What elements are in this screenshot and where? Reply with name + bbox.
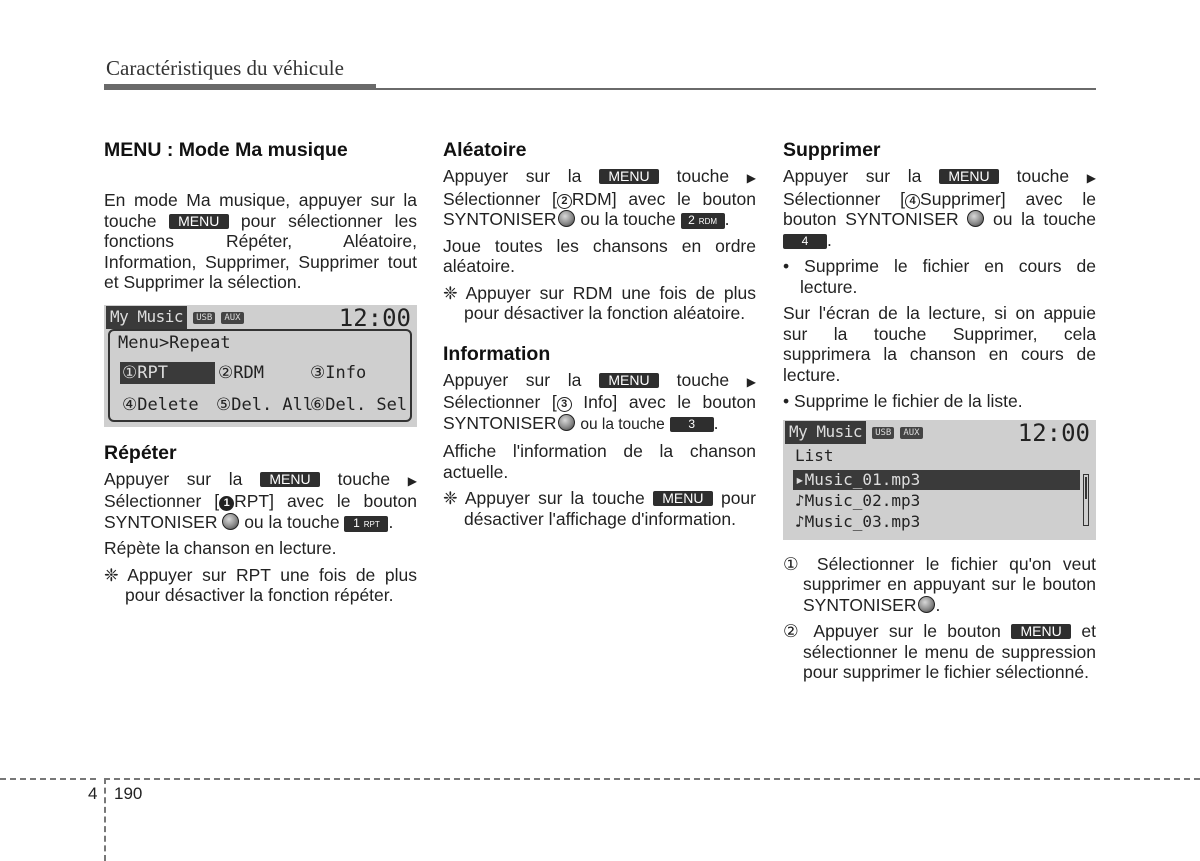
key-1-rpt-icon [344,516,388,532]
circled-3-icon: 3 [557,397,572,412]
random-note-text: Appuyer sur RDM une fois de plus pour désactiver la fonction aléatoire. [464,282,756,323]
delete-text-d: Supprimer] avec le bouton SYNTONISER [783,188,1096,229]
section-title-repeat: Répéter [104,441,177,464]
arrow-right-icon: ▶ [407,473,417,488]
list-item: ▸Music_01.mp3 [795,469,921,489]
repeat-text-a: Appuyer sur la [104,468,243,489]
running-header: Caractéristiques du véhicule [106,56,344,80]
list-item: ♪Music_03.mp3 [795,511,921,531]
list-title: List [795,445,834,465]
intro-text-a: En mode Ma musique, appuyer sur la touche [104,190,417,231]
screen-clock: 12:00 [1017,418,1090,447]
section-title-menu: MENU : Mode Ma musique [104,139,348,161]
screen-breadcrumb: Menu>Repeat [118,332,231,353]
repeat-description: Répète la chanson en lecture. [104,538,337,558]
column-1 [104,138,417,612]
arrow-right-icon: ▶ [746,171,756,185]
screen-brand: My Music [106,306,187,329]
tune-knob-icon [558,210,575,227]
aux-tag: AUX [900,427,922,439]
delete-instruction [783,166,1096,250]
section-title-delete: Supprimer [783,139,881,161]
header-bar [104,84,376,90]
period: . [713,412,719,433]
info-text-d: Info] avec le bouton SYNTONISER [443,392,756,433]
key-2-rdm-icon [681,213,725,229]
arrow-right-icon: ▶ [1086,171,1096,185]
info-text-e: ou la touche [580,415,665,433]
menu-key-icon: MENU [653,491,713,506]
tune-knob-icon [558,414,575,431]
info-text-c: Sélectionner [ [443,392,557,412]
random-description: Joue toutes les chansons en ordre aléatoire. [443,235,756,276]
column-3 [783,138,1096,689]
random-instruction [443,166,756,230]
repeat-text-b: touche [337,468,391,489]
note-mark-icon: ❈ [104,564,119,585]
tune-knob-icon [967,210,984,227]
key-2-num: 2 [688,213,695,227]
aux-tag: AUX [221,312,243,324]
menu-key-icon: MENU [169,214,229,229]
delete-bullet-2 [783,391,1096,412]
footer-rule-left [0,778,96,780]
section-title-random: Aléatoire [443,139,527,161]
key-1-num: 1 [353,515,360,530]
random-text-b: touche [676,166,730,186]
scrollbar-thumb [1085,477,1087,499]
delete-text-e: ou la touche [993,209,1096,229]
bullet-mark: • [783,256,790,276]
repeat-note [104,565,417,606]
screen-status-bar [104,305,417,331]
screen-brand: My Music [785,421,866,444]
screen-status-bar [783,420,1096,446]
menu-key-icon: MENU [260,472,320,487]
intro-text-b: pour sélectionner les fonctions Répéter, Aléatoire, Information, Supprimer, Supprimer tout et Supprimer la sélection. [104,210,417,292]
delete-step-2-text-b: et sélectionner le menu de suppression pour supprimer le fichier sélectionné. [803,621,1096,682]
delete-bullet-1 [783,256,1096,297]
usb-tag: USB [193,312,215,324]
arrow-right-icon: ▶ [746,374,756,389]
note-mark-icon: ❈ [443,282,458,303]
info-description: Affiche l'information de la chanson actuelle. [443,441,756,482]
info-instruction [443,370,756,436]
menu-key-icon: MENU [599,169,659,184]
page-number: 190 [114,784,143,803]
footer-rule-right [104,778,1200,780]
menu-option-delete: ④Delete [122,394,199,415]
menu-option-del-sel: ⑥Del. Sel [310,394,408,415]
tune-knob-icon [222,513,239,530]
key-4-icon: 4 [783,234,827,249]
info-text-b: touche [676,369,730,390]
footer-divider [104,778,106,861]
delete-step-1-text: Sélectionner le fichier qu'on veut supprimer en appuyant sur le bouton SYNTONISER [803,553,1096,615]
header-rule [376,88,1096,90]
screen-menu-repeat [104,305,417,427]
repeat-note-text: Appuyer sur RPT une fois de plus pour désactiver la fonction répéter. [125,564,417,605]
period: . [724,209,730,229]
step-1-mark: ① [783,553,806,574]
random-note [443,283,756,324]
delete-bullet-1-text: Supprime le fichier en cours de lecture. [800,256,1096,297]
info-note [443,488,756,529]
delete-text-c: Sélectionner [ [783,188,906,209]
period: . [935,594,941,615]
repeat-text-c: Sélectionner [ [104,491,220,511]
key-1-label: RPT [363,519,380,529]
note-mark-icon: ❈ [443,488,458,508]
delete-step-2 [783,621,1096,683]
delete-step-1 [783,554,1096,616]
menu-key-icon: MENU [939,169,999,184]
key-3-icon: 3 [670,417,714,432]
info-note-text-a: Appuyer sur la touche [464,488,645,508]
delete-playback-paragraph: Sur l'écran de la lecture, si on appuie sur la touche Supprimer, cela supprimera la chanson en cours de lecture. [783,303,1096,385]
column-2 [443,138,756,535]
bullet-mark: • [783,391,790,411]
random-text-e: ou la touche [580,209,676,229]
repeat-instruction [104,469,417,533]
menu-key-icon: MENU [599,373,659,388]
delete-text-b: touche [1016,166,1070,186]
usb-tag: USB [872,427,894,439]
repeat-text-d: RPT] avec le bouton SYNTONISER [104,491,418,532]
circled-1-icon: 1 [219,496,234,511]
screen-clock: 12:00 [338,303,411,332]
delete-bullet-2-text: Supprime le fichier de la liste. [794,391,1023,411]
delete-step-2-text-a: Appuyer sur le bouton [813,621,1001,641]
info-note-text-b: pour désactiver l'affichage d'information. [464,488,756,529]
tune-knob-icon [918,596,935,613]
random-text-a: Appuyer sur la [443,166,582,186]
menu-option-rpt: ①RPT [122,362,168,383]
menu-option-info: ③Info [310,362,367,383]
period: . [827,229,832,250]
list-scrollbar [1083,474,1089,526]
step-2-mark: ② [783,621,805,641]
delete-text-a: Appuyer sur la [783,166,922,186]
screen-menu-panel [108,329,412,422]
random-text-c: Sélectionner [ [443,188,557,209]
section-title-information: Information [443,342,551,365]
circled-4-icon: 4 [905,194,920,209]
chapter-number: 4 [88,784,98,803]
list-item: ♪Music_02.mp3 [795,490,921,510]
repeat-text-e: ou la touche [244,511,340,532]
circled-2-icon: 2 [557,194,572,209]
menu-option-rdm: ②RDM [218,362,264,383]
menu-key-icon: MENU [1011,624,1071,639]
info-text-a: Appuyer sur la [443,369,582,390]
key-2-label: RDM [698,217,718,226]
random-text-d: RDM] avec le bouton SYNTONISER [443,188,756,229]
screen-list [783,420,1096,540]
intro-paragraph [104,190,417,293]
menu-option-del-all: ⑤Del. All [216,394,314,415]
period: . [388,511,394,532]
